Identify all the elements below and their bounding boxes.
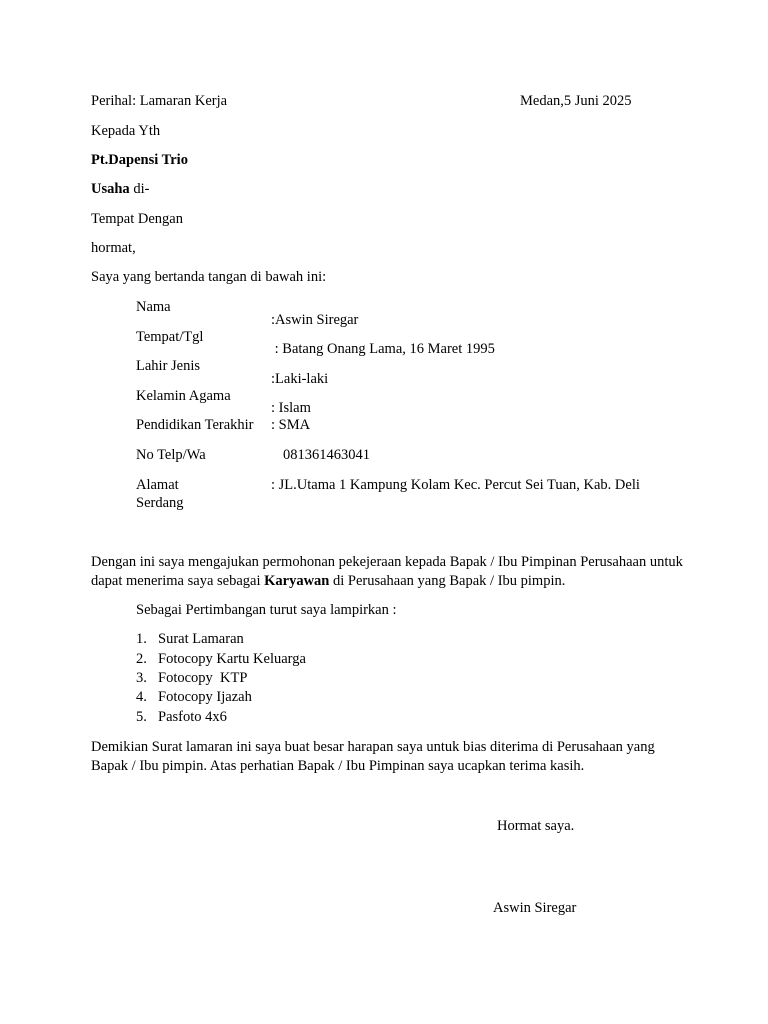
attachment-number: 4.	[136, 689, 147, 705]
label-nama: Nama	[136, 299, 171, 315]
intro-text: Saya yang bertanda tangan di bawah ini:	[91, 269, 327, 285]
label-lahir-jenis: Lahir Jenis	[136, 358, 201, 374]
value-nama: :Aswin Siregar	[271, 312, 359, 328]
body-paragraph	[91, 553, 691, 591]
recipient-company: Pt.Dapensi Trio	[91, 152, 188, 168]
value-alamat: : JL.Utama 1 Kampung Kolam Kec. Percut Sei Tuan, Kab. Deli	[271, 477, 640, 493]
attachment-text: Fotocopy Ijazah	[158, 689, 252, 705]
usaha-bold: Usaha	[91, 181, 130, 197]
value-jenis-kelamin: :Laki-laki	[271, 371, 329, 387]
value-ttl: : Batang Onang Lama, 16 Maret 1995	[271, 341, 495, 357]
letter-place-date: Medan,5 Juni 2025	[520, 93, 632, 109]
label-telp: No Telp/Wa	[136, 447, 206, 463]
attachment-item	[136, 688, 252, 707]
body-text-before: Dengan ini saya mengajukan permohonan pekejeraan kepada Bapak / Ibu Pimpinan Perusahaan untuk dapat menerima saya sebagai	[91, 554, 683, 589]
attachment-number: 3.	[136, 670, 147, 686]
value-agama: : Islam	[271, 400, 311, 416]
value-telp: 081361463041	[283, 447, 370, 463]
attachment-text: Fotocopy KTP	[158, 670, 248, 686]
label-alamat: Alamat	[136, 477, 179, 493]
attachment-text: Pasfoto 4x6	[158, 709, 227, 725]
label-alamat-cont: Serdang	[136, 495, 184, 511]
recipient-place: Tempat Dengan	[91, 211, 183, 227]
attachment-number: 1.	[136, 631, 147, 647]
attachment-item	[136, 650, 306, 669]
recipient-usaha-line	[91, 180, 149, 199]
recipient-greeting: Kepada Yth	[91, 123, 161, 139]
letter-subject: Perihal: Lamaran Kerja	[91, 93, 228, 109]
body-text-after: di Perusahaan yang Bapak / Ibu pimpin.	[329, 573, 566, 589]
label-tempat-tgl: Tempat/Tgl	[136, 329, 204, 345]
attachment-text: Fotocopy Kartu Keluarga	[158, 651, 306, 667]
attachment-item	[136, 669, 247, 688]
body-text-bold: Karyawan	[264, 573, 330, 589]
recipient-salutation: hormat,	[91, 240, 136, 256]
value-pendidikan: : SMA	[271, 417, 311, 433]
label-kelamin-agama: Kelamin Agama	[136, 388, 231, 404]
signature-name: Aswin Siregar	[493, 900, 577, 916]
closing-paragraph: Demikian Surat lamaran ini saya buat besar harapan saya untuk bias diterima di Perusahaan yang Bapak / Ibu pimpin. Atas perhatian Bapak / Ibu Pimpinan saya ucapkan terima kasih.	[91, 739, 655, 774]
attachments-heading: Sebagai Pertimbangan turut saya lampirkan :	[136, 602, 397, 618]
attachment-number: 2.	[136, 651, 147, 667]
label-pendidikan: Pendidikan Terakhir	[136, 417, 254, 433]
usaha-rest: di-	[129, 181, 150, 197]
closing-regards: Hormat saya.	[497, 818, 575, 834]
attachment-item	[136, 708, 227, 727]
attachment-item	[136, 630, 244, 649]
attachment-text: Surat Lamaran	[158, 631, 244, 647]
attachment-number: 5.	[136, 709, 147, 725]
